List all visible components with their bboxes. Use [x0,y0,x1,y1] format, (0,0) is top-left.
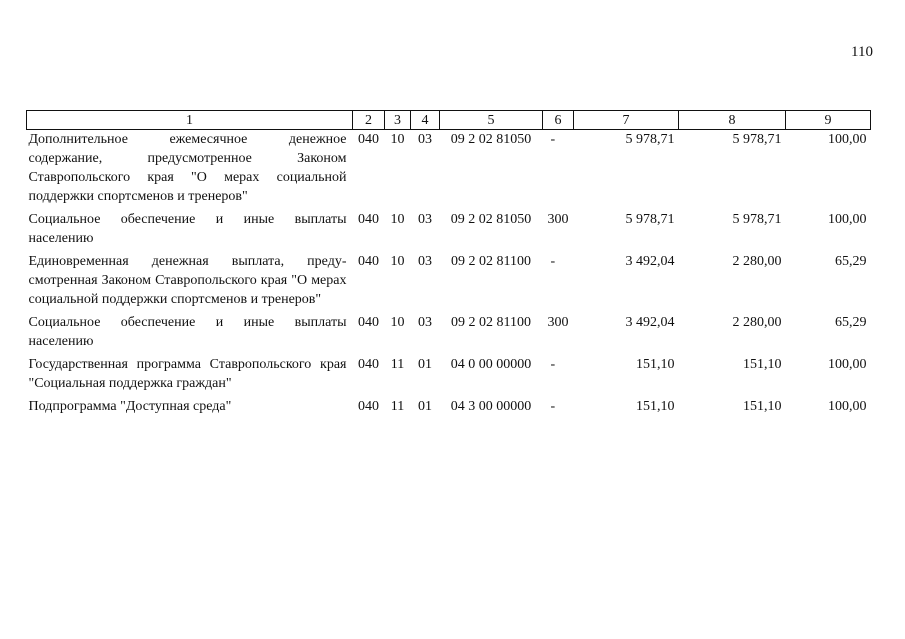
row-subsection: 01 [418,399,432,414]
row-subsection: 03 [418,212,432,227]
row-expense-type: - [550,399,556,414]
row-executed: 2 280,00 [732,254,782,269]
table-header [27,111,871,130]
row-target-item: 09 2 02 81050 [450,132,532,147]
row-subsection: 03 [418,254,432,269]
row-name: Социальное обеспечение и иные выплаты населению [28,212,347,246]
row-section: 10 [390,254,405,269]
header-col-7: 7 [574,111,679,130]
row-percent: 65,29 [835,254,867,269]
row-subsection: 03 [418,315,432,330]
row-percent: 65,29 [835,315,867,330]
header-col-1: 1 [27,111,353,130]
row-percent: 100,00 [828,357,867,372]
table-row [27,397,871,416]
header-row [27,111,871,130]
row-percent: 100,00 [828,399,867,414]
row-expense-type: 300 [547,212,569,227]
header-col-3: 3 [385,111,411,130]
table-row [27,313,871,355]
row-subsection: 01 [418,357,432,372]
budget-table [26,110,871,416]
row-planned: 5 978,71 [625,212,675,227]
row-name: Социальное обеспечение и иные выплаты населению [28,315,347,349]
row-executed: 5 978,71 [732,212,782,227]
row-target-item: 04 3 00 00000 [450,399,532,414]
header-col-9: 9 [786,111,871,130]
header-col-4: 4 [411,111,440,130]
row-code: 040 [358,212,379,227]
header-col-5: 5 [440,111,543,130]
row-section: 11 [390,399,405,414]
row-code: 040 [358,357,379,372]
row-executed: 151,10 [743,357,782,372]
row-planned: 5 978,71 [625,132,675,147]
table-row [27,252,871,313]
row-section: 10 [390,212,405,227]
row-expense-type: - [550,357,556,372]
table-row [27,355,871,397]
row-expense-type: 300 [547,315,569,330]
row-target-item: 09 2 02 81100 [451,254,531,269]
row-percent: 100,00 [828,132,867,147]
row-target-item: 09 2 02 81050 [450,212,532,227]
row-expense-type: - [550,254,556,269]
row-name: Государственная программа Ставропольского края "Социальная поддержка граждан" [28,357,347,391]
row-planned: 151,10 [636,399,675,414]
row-planned: 3 492,04 [625,254,675,269]
table-row [27,130,871,211]
page-number: 110 [851,44,873,60]
row-percent: 100,00 [828,212,867,227]
row-name: Подпрограмма "Доступная среда" [28,399,232,414]
header-col-8: 8 [679,111,786,130]
row-code: 040 [358,399,379,414]
row-target-item: 04 0 00 00000 [450,357,532,372]
row-name: Дополнительное ежемесячное денежное содержание, предусмотренное Законом Ставропольского края "О мерах социальной поддержки спортсменов и тренеров" [28,132,347,204]
row-section: 11 [390,357,405,372]
row-executed: 5 978,71 [732,132,782,147]
row-planned: 151,10 [636,357,675,372]
row-planned: 3 492,04 [625,315,675,330]
row-name: Единовременная денежная выплата, преду-смотренная Законом Ставропольского края "О мерах социальной поддержки спортсменов и тренеров" [28,254,347,307]
row-section: 10 [390,315,405,330]
row-code: 040 [358,132,379,147]
row-target-item: 09 2 02 81100 [451,315,531,330]
row-code: 040 [358,315,379,330]
row-executed: 151,10 [743,399,782,414]
row-expense-type: - [550,132,556,147]
table-row [27,210,871,252]
table-body [27,130,871,417]
header-col-2: 2 [353,111,385,130]
row-subsection: 03 [418,132,432,147]
row-code: 040 [358,254,379,269]
row-section: 10 [390,132,405,147]
header-col-6: 6 [543,111,574,130]
row-executed: 2 280,00 [732,315,782,330]
